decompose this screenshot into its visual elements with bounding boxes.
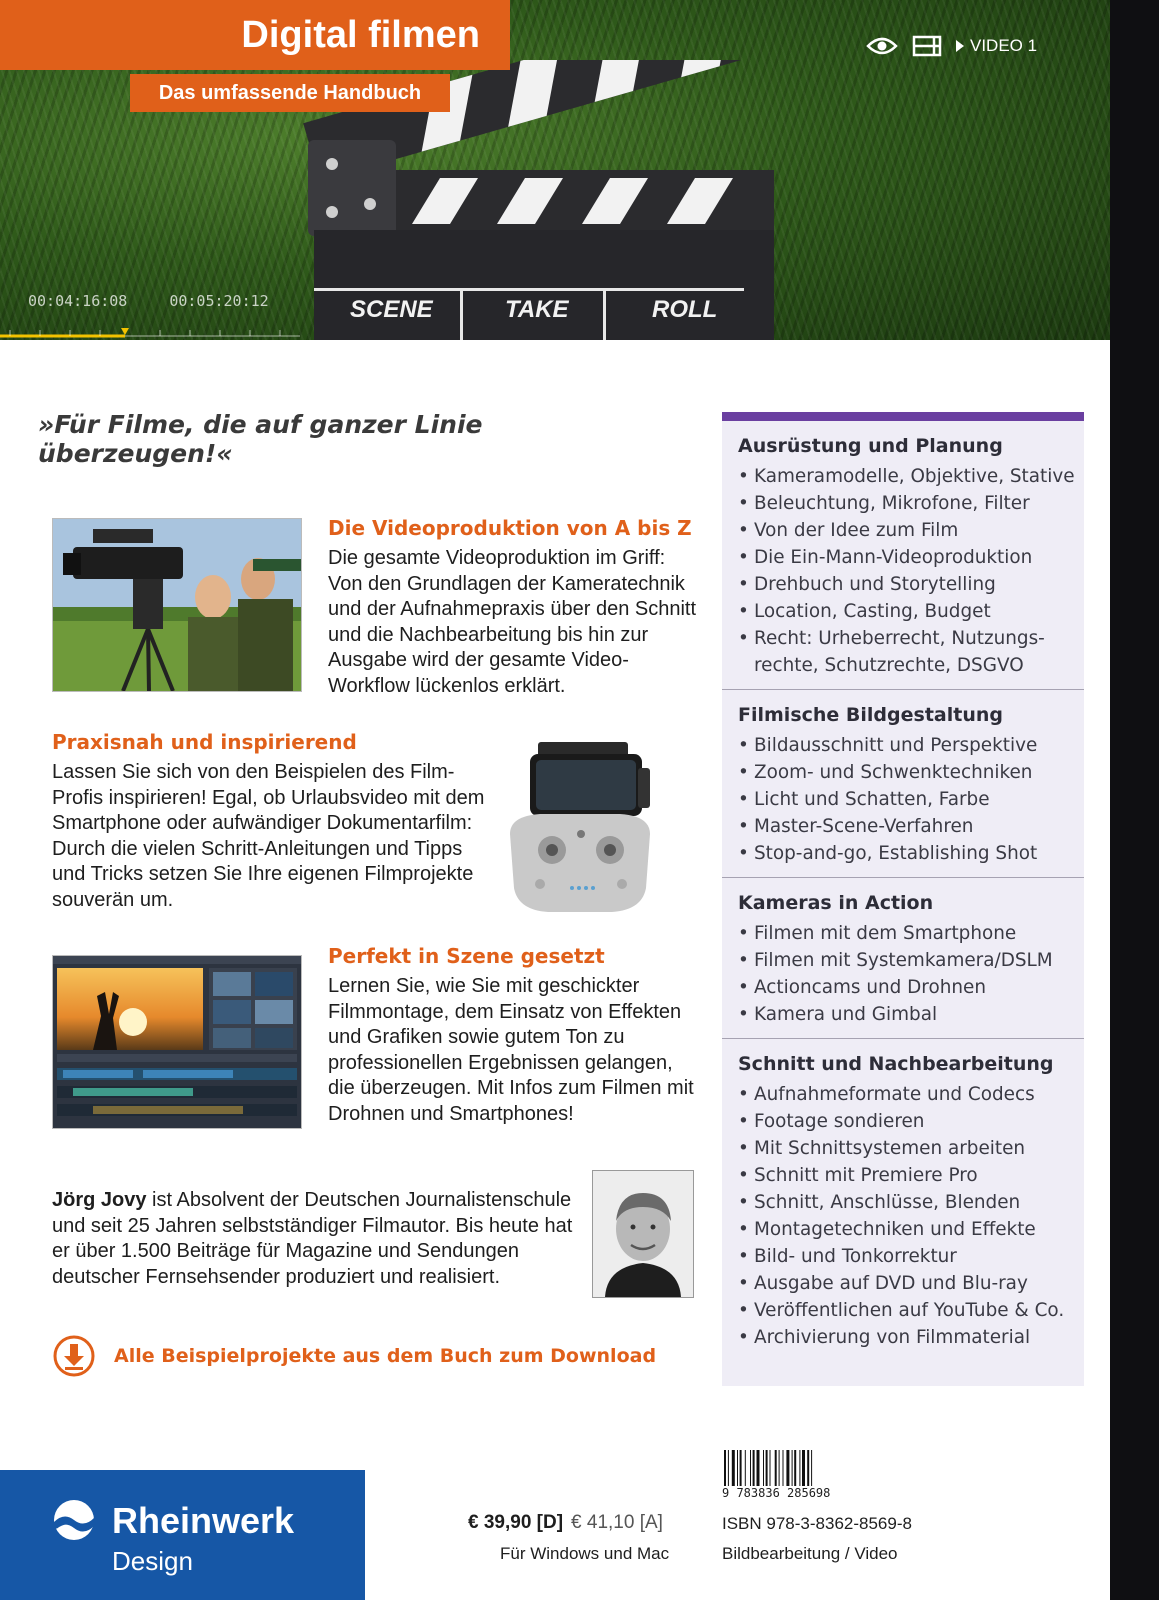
author-name: Jörg Jovy xyxy=(52,1189,147,1211)
book-title: Digital filmen xyxy=(0,0,510,70)
topic-section-composition xyxy=(722,690,1084,878)
barcode-bar xyxy=(750,1450,751,1486)
topic-item: • Filmen mit dem Smartphone xyxy=(738,920,1068,947)
timecode-start: 00:04:16:08 xyxy=(28,292,128,310)
barcode-bar xyxy=(724,1450,726,1486)
drone-controller-image xyxy=(500,738,660,918)
feature-3-heading: Perfekt in Szene gesetzt xyxy=(328,944,605,968)
barcode-bar xyxy=(811,1450,812,1486)
publisher-sub: Design xyxy=(112,1546,193,1576)
topic-item: • Mit Schnittsystemen arbeiten xyxy=(738,1135,1068,1162)
barcode-bar xyxy=(807,1450,809,1486)
barcode-bar xyxy=(745,1450,746,1486)
topic-item: • Die Ein-Mann-Videoproduktion xyxy=(738,544,1068,571)
book-subtitle: Das umfassende Handbuch xyxy=(130,74,450,112)
barcode-bar xyxy=(779,1450,780,1486)
topic-item: • Actioncams und Drohnen xyxy=(738,974,1068,1001)
topic-item: • Bild- und Tonkorrektur xyxy=(738,1243,1068,1270)
price-at: € 41,10 [A] xyxy=(571,1512,663,1533)
topic-item: • Kameramodelle, Objektive, Stative xyxy=(738,463,1068,490)
barcode-bar xyxy=(792,1450,793,1486)
publisher-logo xyxy=(0,1470,365,1600)
topic-item: • Von der Idee zum Film xyxy=(738,517,1068,544)
video-toolbar xyxy=(866,34,1037,58)
clapper-label-roll: ROLL xyxy=(652,296,718,323)
barcode-bar xyxy=(770,1450,771,1486)
feature-2-text: Lassen Sie sich von den Beispielen des Film-Profis inspirieren! Egal, ob Urlaubsvideo mit dem Smartphone oder aufwändiger Dokumentarfilm: Durch die vielen Schritt-Anleitungen und Tipps und Tricks setzen Sie Ihre eigenen Filmprojekte souverän um. xyxy=(52,761,485,911)
feature-3 xyxy=(328,944,698,1127)
timecode-readout xyxy=(28,292,269,310)
barcode-bar xyxy=(737,1450,738,1486)
publisher-name: Rheinwerk xyxy=(112,1500,295,1541)
cover-header-photo xyxy=(0,0,1110,340)
topic-item: • Aufnahmeformate und Codecs xyxy=(738,1081,1068,1108)
isbn-text: ISBN 978-3-8362-8569-8 xyxy=(722,1514,912,1533)
topic-item: • Filmen mit Systemkamera/DSLM xyxy=(738,947,1068,974)
barcode-bar xyxy=(763,1450,764,1486)
download-label: Alle Beispielprojekte aus dem Buch zum Download xyxy=(114,1345,657,1367)
topics-panel xyxy=(722,412,1084,1386)
eye-icon xyxy=(866,36,898,56)
topic-item: • Beleuchtung, Mikrofone, Filter xyxy=(738,490,1068,517)
isbn-barcode xyxy=(722,1450,852,1486)
video-track-text: VIDEO 1 xyxy=(970,36,1038,55)
price xyxy=(468,1512,663,1534)
film-strip-icon xyxy=(912,35,942,57)
film-crew-photo xyxy=(52,518,302,692)
barcode-bar xyxy=(775,1450,777,1486)
topic-item: • Footage sondieren xyxy=(738,1108,1068,1135)
barcode-bar xyxy=(732,1450,735,1486)
book-spine xyxy=(1110,0,1159,1600)
feature-1 xyxy=(328,516,698,699)
rheinwerk-logo-icon xyxy=(52,1498,96,1542)
topic-title: Ausrüstung und Planung xyxy=(738,435,1003,457)
play-triangle-icon xyxy=(956,40,964,52)
feature-1-heading: Die Videoproduktion von A bis Z xyxy=(328,516,692,540)
timecode-end: 00:05:20:12 xyxy=(169,292,269,310)
author-bio-text: ist Absolvent der Deutschen Journalistenschule und seit 25 Jahren selbstständiger Filmautor. Bis heute hat er über 1.500 Beiträge für Magazine und Sendungen deutscher Fernsehsender produziert und realisiert. xyxy=(52,1189,573,1288)
barcode-bar xyxy=(794,1450,796,1486)
topic-item: • Archivierung von Filmmaterial xyxy=(738,1324,1068,1351)
barcode-bar xyxy=(740,1450,742,1486)
barcode-bar xyxy=(728,1450,729,1486)
barcode-bar xyxy=(766,1450,768,1486)
topic-item: • Schnitt, Anschlüsse, Blenden xyxy=(738,1189,1068,1216)
timeline-ruler xyxy=(0,322,300,340)
feature-1-text: Die gesamte Videoproduktion im Griff: Von den Grundlagen der Kameratechnik und der Aufnahmepraxis über den Schnitt und die Nachbearbeitung bis hin zur Ausgabe wird der gesamte Video-Workflow lückenlos erklärt. xyxy=(328,547,697,697)
platform-note: Für Windows und Mac xyxy=(500,1544,670,1563)
topic-section-editing xyxy=(722,1039,1084,1361)
barcode-bar xyxy=(753,1450,755,1486)
topic-item: • Location, Casting, Budget xyxy=(738,598,1068,625)
topic-item: • Veröffentlichen auf YouTube & Co. xyxy=(738,1297,1068,1324)
topic-item: • Montagetechniken und Effekte xyxy=(738,1216,1068,1243)
topic-item: • Master-Scene-Verfahren xyxy=(738,813,1068,840)
topic-item: • Bildausschnitt und Perspektive xyxy=(738,732,1068,759)
clapper-label-take: TAKE xyxy=(505,296,569,323)
clapper-label-scene: SCENE xyxy=(350,296,433,323)
barcode-bar xyxy=(799,1450,800,1486)
barcode-bar xyxy=(786,1450,789,1486)
topic-item: • Zoom- und Schwenktechniken xyxy=(738,759,1068,786)
topic-item-text: • Recht: Urheberrecht, Nutzungs-rechte, Schutzrechte, DSGVO xyxy=(754,628,1045,676)
topic-title: Kameras in Action xyxy=(738,892,934,914)
barcode-bar xyxy=(783,1450,784,1486)
topic-item: • Ausgabe auf DVD und Blu-ray xyxy=(738,1270,1068,1297)
topic-item: • Licht und Schatten, Farbe xyxy=(738,786,1068,813)
topic-item: • Drehbuch und Storytelling xyxy=(738,571,1068,598)
topic-title: Schnitt und Nachbearbeitung xyxy=(738,1053,1054,1075)
price-de: € 39,90 [D] xyxy=(468,1512,564,1533)
feature-2-heading: Praxisnah und inspirierend xyxy=(52,730,357,754)
category-text: Bildbearbeitung / Video xyxy=(722,1544,898,1563)
video-track-label xyxy=(956,36,1037,56)
topic-item: • Schnitt mit Premiere Pro xyxy=(738,1162,1068,1189)
topic-title: Filmische Bildgestaltung xyxy=(738,704,1003,726)
topic-section-equipment xyxy=(722,421,1084,690)
download-note[interactable] xyxy=(52,1334,656,1378)
download-circle-icon xyxy=(52,1334,96,1378)
topic-item: • Stop-and-go, Establishing Shot xyxy=(738,840,1068,867)
topic-item xyxy=(738,625,1068,679)
author-bio xyxy=(52,1188,582,1290)
topic-item: • Kamera und Gimbal xyxy=(738,1001,1068,1028)
feature-3-text: Lernen Sie, wie Sie mit geschickter Filmmontage, dem Einsatz von Effekten und Grafiken sowie gutem Ton zu professionellen Ergebnissen gelangen, die überzeugen. Mit Infos zum Filmen mit Drohnen und Smartphones! xyxy=(328,975,694,1125)
barcode-number: 9 783836 285698 xyxy=(722,1486,831,1500)
cover-quote: »Für Filme, die auf ganzer Linie überzeugen!« xyxy=(38,410,483,468)
topic-section-cameras xyxy=(722,878,1084,1039)
barcode-bar xyxy=(802,1450,805,1486)
feature-2 xyxy=(52,730,492,913)
barcode-bar xyxy=(757,1450,760,1486)
editing-software-screenshot xyxy=(52,955,302,1129)
author-portrait xyxy=(592,1170,694,1298)
